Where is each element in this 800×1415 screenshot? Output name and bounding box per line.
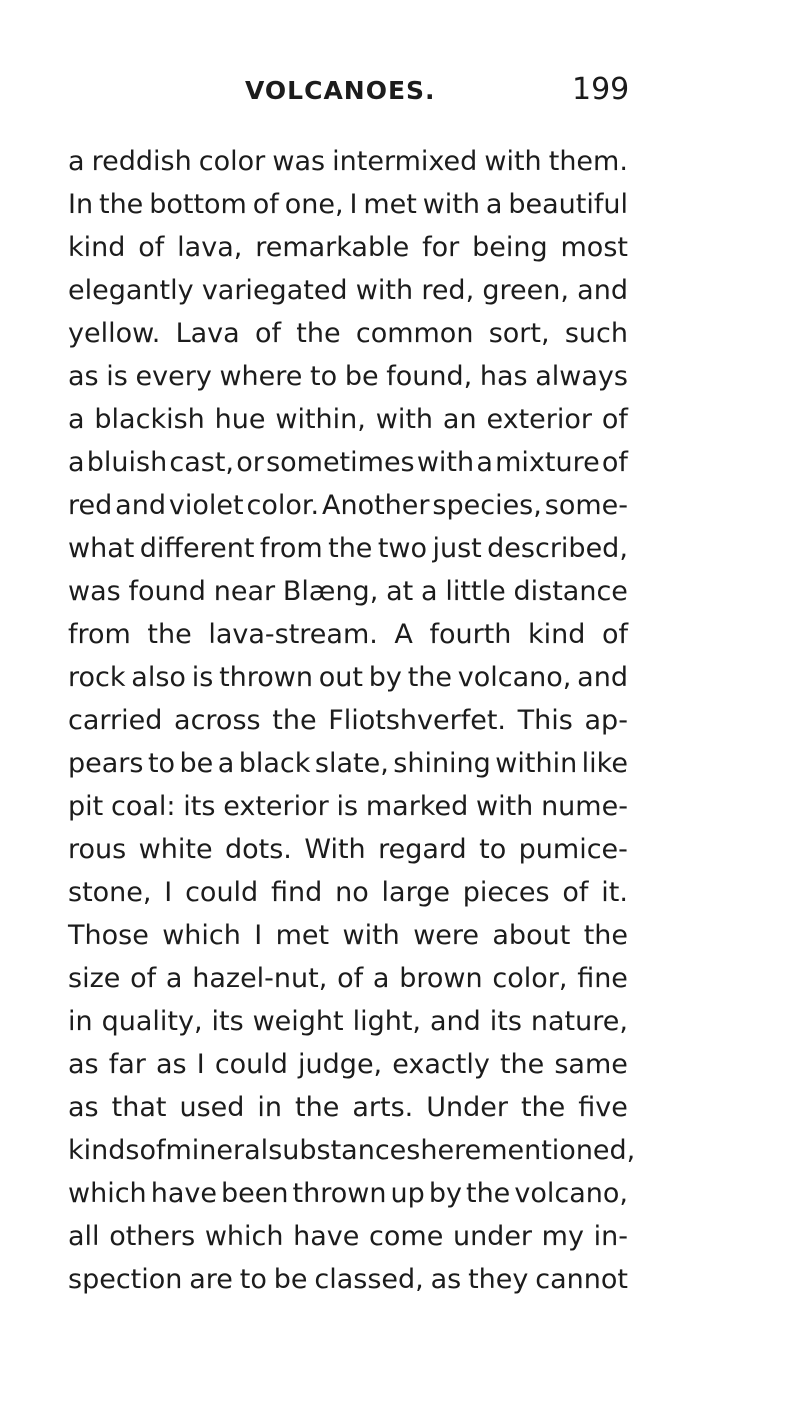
text-line (68, 957, 628, 1000)
text-line (68, 1043, 628, 1086)
word: such (564, 318, 628, 349)
word: brown (399, 963, 483, 994)
word: exterior (486, 404, 592, 435)
word: color (198, 146, 266, 177)
word: substances (268, 1135, 421, 1166)
word: that (111, 1092, 167, 1123)
word: bluish (86, 447, 168, 478)
word: from (68, 619, 131, 650)
word: two (377, 533, 428, 564)
word: a (68, 146, 85, 177)
word: of (562, 877, 589, 908)
word: regard (378, 834, 467, 865)
word: the (499, 1049, 545, 1080)
word: also (131, 662, 186, 693)
word: have (150, 1178, 217, 1209)
word: sort, (488, 318, 550, 349)
word: as (156, 1049, 187, 1080)
word: within (495, 748, 578, 779)
word: fourth (429, 619, 512, 650)
text-line (68, 183, 628, 226)
word: marked (365, 791, 469, 822)
word: could (214, 1049, 288, 1080)
word: I (254, 920, 263, 951)
word: its (211, 1006, 244, 1037)
word: judge, (298, 1049, 383, 1080)
word: what (68, 533, 135, 564)
word: red, (421, 275, 475, 306)
word: they (468, 1264, 529, 1295)
word: been (221, 1178, 289, 1209)
word: size (68, 963, 121, 994)
word: variegated (201, 275, 348, 306)
text-line (68, 1000, 628, 1043)
word: quality, (101, 1006, 203, 1037)
word: by (428, 1178, 462, 1209)
word: the (583, 920, 628, 951)
word: within, (275, 404, 366, 435)
word: being (472, 232, 548, 263)
word: of (601, 447, 628, 478)
word: volcano, (514, 1178, 628, 1209)
word: which (68, 1178, 147, 1209)
word: about (492, 920, 571, 951)
word: thrown (292, 1178, 387, 1209)
text-line (68, 1215, 628, 1258)
word: red (68, 490, 113, 521)
word: the (520, 1092, 566, 1123)
word: the (407, 662, 452, 693)
word: mixture (495, 447, 600, 478)
word: my (541, 1221, 584, 1252)
word: green, (482, 275, 569, 306)
word: far (108, 1049, 146, 1080)
word: to (479, 834, 507, 865)
word: no (335, 877, 369, 908)
word: is (336, 791, 359, 822)
word: of (601, 619, 628, 650)
word: find (271, 877, 323, 908)
word: black (238, 748, 311, 779)
word: have (293, 1221, 360, 1252)
word: yellow. (68, 318, 161, 349)
word: and (577, 662, 628, 693)
word: the (98, 189, 144, 220)
word: rous (68, 834, 127, 865)
text-line (68, 914, 628, 957)
word: and (577, 275, 628, 306)
word: a (68, 447, 85, 478)
word: with (422, 189, 481, 220)
word: them. (548, 146, 628, 177)
word: volcano, (457, 662, 572, 693)
word: the (328, 533, 373, 564)
word: beautiful (508, 189, 628, 220)
word: met (363, 189, 417, 220)
word: weight (252, 1006, 344, 1037)
word: found (128, 576, 206, 607)
word: color. (246, 490, 320, 521)
word: common (355, 318, 474, 349)
word: five (578, 1092, 628, 1123)
word: used (179, 1092, 245, 1123)
page-number: 199 (572, 72, 630, 107)
word: thrown (219, 662, 313, 693)
word: the (295, 1092, 340, 1123)
word: white (138, 834, 213, 865)
word: Another (321, 490, 430, 521)
text-line (68, 742, 628, 785)
word: a (372, 963, 390, 994)
word: With (304, 834, 366, 865)
word: lava-stream. (208, 619, 378, 650)
word: across (174, 705, 261, 736)
word: pears (68, 748, 144, 779)
text-line (68, 1129, 636, 1172)
running-head: VOLCANOES. (245, 76, 436, 105)
word: exactly (392, 1049, 490, 1080)
word: hazel-nut, (192, 963, 328, 994)
word: which (204, 1221, 284, 1252)
word: pieces (462, 877, 550, 908)
page-header (0, 72, 800, 112)
word: always (535, 361, 628, 392)
word: a (68, 404, 85, 435)
word: with (484, 146, 542, 177)
word: mineral (165, 1135, 269, 1166)
word: distance (513, 576, 628, 607)
word: a (476, 447, 493, 478)
word: near (213, 576, 276, 607)
text-line (68, 656, 628, 699)
word: in (257, 1092, 283, 1123)
word: elegantly (68, 275, 194, 306)
text-line (68, 312, 628, 355)
word: just (432, 533, 482, 564)
word: carried (68, 705, 163, 736)
word: with (375, 404, 434, 435)
word: same (554, 1049, 628, 1080)
word: color, (492, 963, 568, 994)
word: could (185, 877, 259, 908)
word: I (349, 189, 358, 220)
word: of (337, 963, 364, 994)
word: as (68, 361, 99, 392)
word: blackish (94, 404, 205, 435)
word: met (275, 920, 330, 951)
text-line (68, 871, 628, 914)
word: large (381, 877, 450, 908)
word: one, (284, 189, 344, 220)
word: is (106, 361, 128, 392)
word: or (236, 447, 264, 478)
word: a (165, 963, 183, 994)
text-line (68, 269, 628, 312)
word: In (68, 189, 94, 220)
word: in- (593, 1221, 628, 1252)
word: a (421, 576, 438, 607)
text-line (68, 355, 628, 398)
word: others (109, 1221, 196, 1252)
word: cast, (169, 447, 235, 478)
word: in (68, 1006, 93, 1037)
word: be (344, 361, 379, 392)
word: be (273, 1264, 308, 1295)
word: exterior (223, 791, 329, 822)
word: as (68, 1092, 99, 1123)
word: arts. (352, 1092, 414, 1123)
word: kind (68, 232, 126, 263)
word: lava, (177, 232, 243, 263)
word: every (135, 361, 212, 392)
word: coal: (111, 791, 176, 822)
word: This (517, 705, 573, 736)
word: violet (168, 490, 244, 521)
word: little (445, 576, 506, 607)
word: nume- (541, 791, 628, 822)
word: ap- (584, 705, 628, 736)
word: it. (601, 877, 628, 908)
text-line (68, 1086, 628, 1129)
word: kind (527, 619, 586, 650)
word: reddish (91, 146, 192, 177)
word: of (138, 232, 165, 263)
text-line (68, 1172, 628, 1215)
word: remarkable (255, 232, 410, 263)
word: nature, (530, 1006, 628, 1037)
word: of (254, 318, 281, 349)
word: and (115, 490, 166, 521)
word: Blæng, (282, 576, 379, 607)
word: from (259, 533, 323, 564)
word: is (191, 662, 214, 693)
word: here (420, 1135, 482, 1166)
word: I (164, 877, 173, 908)
word: bottom (149, 189, 247, 220)
word: with (342, 920, 400, 951)
word: and (429, 1006, 481, 1037)
word: was (68, 576, 121, 607)
text-line (68, 570, 628, 613)
text-line (68, 527, 628, 570)
word: to (147, 748, 176, 779)
word: most (560, 232, 628, 263)
word: out (318, 662, 363, 693)
word: was (272, 146, 326, 177)
text-line (68, 226, 628, 269)
word: its (489, 1006, 522, 1037)
word: Under (426, 1092, 508, 1123)
word: are (189, 1264, 233, 1295)
word: Lava (175, 318, 240, 349)
word: spection (68, 1264, 183, 1295)
word: with (476, 791, 534, 822)
word: for (422, 232, 460, 263)
word: pumice- (518, 834, 628, 865)
word: be (179, 748, 214, 779)
word: cannot (535, 1264, 628, 1295)
word: the (296, 318, 341, 349)
word: described, (487, 533, 628, 564)
word: a (217, 748, 235, 779)
word: under (452, 1221, 533, 1252)
word: an (442, 404, 477, 435)
word: up (390, 1178, 425, 1209)
word: with (416, 447, 475, 478)
text-line (68, 699, 628, 742)
word: I (196, 1049, 205, 1080)
word: the (272, 705, 317, 736)
word: with (355, 275, 414, 306)
word: come (369, 1221, 444, 1252)
word: species, (432, 490, 542, 521)
word: like (581, 748, 628, 779)
word: sometimes (266, 447, 415, 478)
word: shining (393, 748, 491, 779)
word: the (465, 1178, 511, 1209)
word: found, (386, 361, 473, 392)
text-line (68, 785, 628, 828)
word: light, (352, 1006, 422, 1037)
word: classed, (314, 1264, 424, 1295)
word: stone, (68, 877, 152, 908)
word: slate, (314, 748, 389, 779)
text-line (68, 140, 628, 183)
word: at (386, 576, 414, 607)
word: to (239, 1264, 267, 1295)
word: the (147, 619, 192, 650)
word: fine (577, 963, 628, 994)
word: mentioned, (481, 1135, 636, 1166)
text-line (68, 441, 628, 484)
word: Fliotshverfet. (328, 705, 507, 736)
word: where (219, 361, 303, 392)
text-line (68, 828, 628, 871)
word: different (139, 533, 255, 564)
word: which (162, 920, 241, 951)
word: has (479, 361, 528, 392)
body-text (68, 140, 636, 1301)
word: as (68, 1049, 99, 1080)
word: a (485, 189, 503, 220)
word: of (139, 1135, 166, 1166)
word: by (368, 662, 402, 693)
word: intermixed (332, 146, 478, 177)
word: as (430, 1264, 462, 1295)
word: kinds (68, 1135, 140, 1166)
word: rock (68, 662, 126, 693)
word: of (601, 404, 628, 435)
word: Those (68, 920, 149, 951)
word: were (413, 920, 479, 951)
word: of (252, 189, 279, 220)
text-line (68, 1258, 628, 1301)
word: some- (544, 490, 628, 521)
word: hue (214, 404, 266, 435)
text-line (68, 398, 628, 441)
word: all (68, 1221, 100, 1252)
word: pit (68, 791, 104, 822)
word: A (394, 619, 413, 650)
word: to (310, 361, 338, 392)
word: of (130, 963, 157, 994)
text-line (68, 613, 628, 656)
word: dots. (225, 834, 292, 865)
text-line (68, 484, 628, 527)
word: its (183, 791, 216, 822)
